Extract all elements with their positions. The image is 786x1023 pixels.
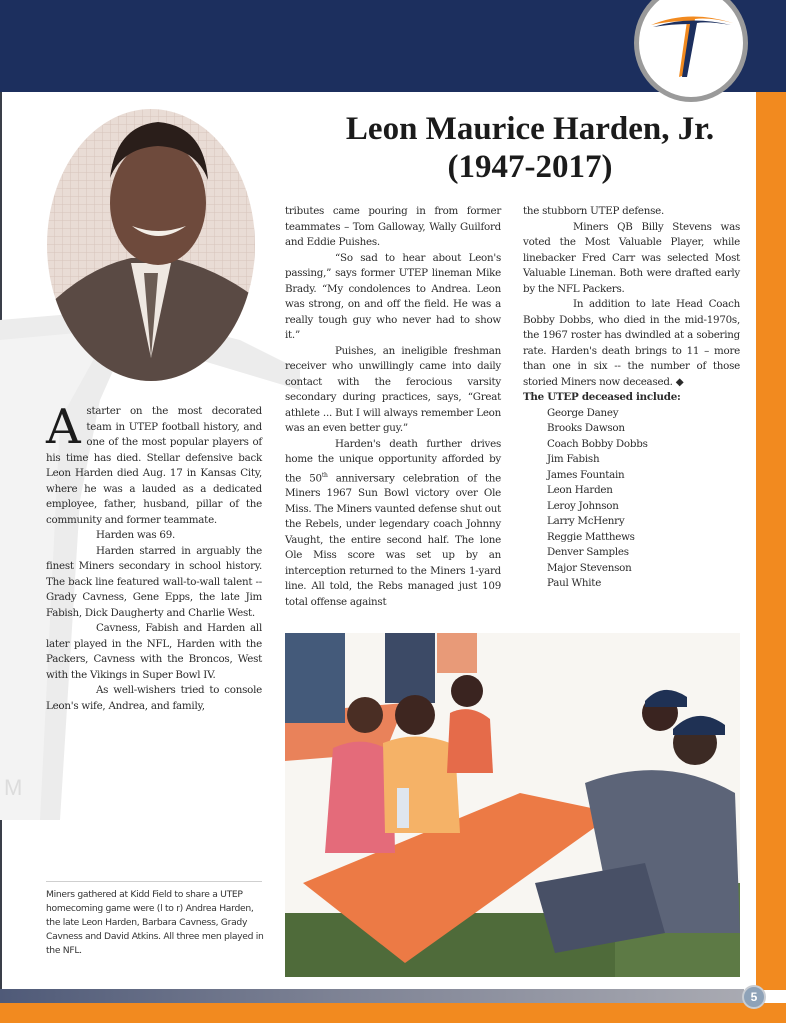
paragraph: Harden starred in arguably the finest Miners secondary in school history. The back line featured wall-to-wall talent -- Grady Cavness, Gene Epps, the late Jim Fabish, Dick Daugherty and Charlie West. (46, 544, 262, 619)
list-item: Paul White (547, 577, 602, 589)
paragraph: As well-wishers tried to console Leon's wife, Andrea, and family, (46, 684, 262, 712)
title-name: Leon Maurice Harden, Jr. (345, 111, 715, 147)
watermark-letter: M (4, 775, 23, 800)
article-title (310, 110, 750, 186)
list-item: Coach Bobby Dobbs (547, 437, 648, 450)
paragraph: Puishes, an ineligible freshman receiver who unwillingly came into daily contact with the ferocious varsity secondary during practices, says, “Great athlete ... But I will always remember Leon was an even better guy.” (285, 344, 501, 434)
paragraph-text: Harden's death further drives home the unique opportunity afforded by the 50 (285, 437, 501, 484)
list-item: Jim Fabish (547, 453, 600, 465)
deceased-list (547, 406, 740, 592)
pickaxe-icon (649, 7, 735, 83)
orange-side-bar (756, 92, 786, 990)
article-column-2 (285, 204, 501, 610)
paragraph: “So sad to hear about Leon's passing,” says former UTEP lineman Mike Brady. “My condolences to Andrea. Leon was strong, on and off the field. He was a really tough guy who never had to show it.” (285, 251, 501, 341)
list-item: Reggie Matthews (547, 530, 635, 543)
list-item: Leroy Johnson (547, 499, 619, 512)
paragraph-text: In addition to late Head Coach Bobby Dobbs, who died in the mid-1970s, the 1967 roster has dwindled at a sobering rate. Harden's death brings to 11 – more than one in six -- the number of those storied Miners now deceased. (523, 298, 740, 388)
paragraph (523, 297, 740, 390)
list-item: Brooks Dawson (547, 422, 625, 434)
list-item: Larry McHenry (547, 515, 625, 527)
list-item: Major Stevenson (547, 561, 632, 574)
leon-harden-portrait (46, 108, 256, 382)
superscript: th (321, 471, 328, 479)
photo-caption: Miners gathered at Kidd Field to share a UTEP homecoming game were (l to r) Andrea Harden, the late Leon Harden, Barbara Cavness, Grady Cavness and David Atkins. All three men played in the NFL. (46, 889, 264, 956)
list-item: Leon Harden (547, 484, 613, 496)
list-item: Denver Samples (547, 546, 629, 558)
article-column-3 (523, 204, 740, 592)
paragraph: tributes came pouring in from former teammates – Tom Galloway, Wally Guilford and Eddie Puishes. (285, 205, 501, 248)
end-mark-icon: ◆ (675, 375, 684, 388)
deceased-list-heading: The UTEP deceased include: (523, 391, 681, 403)
paragraph: Harden was 69. (96, 529, 176, 541)
footer-bar (0, 989, 744, 1003)
paragraph-text: anniversary celebration of the Miners 1967 Sun Bowl victory over Ole Miss. The Miners vaunted defense shut out the Rebels, under legendary coach Johnny Vaught, the entire second half. The lone Ole Miss score was set up by an interception returned to the Miners 1-yard line. All told, the Rebs managed just 109 total offense against (285, 471, 501, 608)
page-number-badge: 5 (742, 985, 766, 1009)
article-column-1 (46, 399, 262, 714)
paragraph: the stubborn UTEP defense. (523, 205, 665, 217)
orange-footer-band (0, 1003, 786, 1023)
list-item: James Fountain (547, 468, 625, 481)
title-years: (1947-2017) (447, 149, 613, 185)
list-item: George Daney (547, 406, 619, 419)
paragraph: Miners QB Billy Stevens was voted the Most Valuable Player, while linebacker Fred Carr was selected Most Valuable Lineman. Both were drafted early by the NFL Packers. (523, 220, 740, 295)
homecoming-group-photo (285, 633, 740, 977)
drop-cap: A (46, 399, 81, 455)
paragraph: Cavness, Fabish and Harden all later played in the NFL, Harden with the Packers, Cavness with the Broncos, West with the Vikings in Super Bowl IV. (46, 622, 262, 681)
caption-divider (46, 881, 262, 882)
paragraph: starter on the most decorated team in UTEP football history, and one of the most popular players of his time has died. Stellar defensive back Leon Harden died Aug. 17 in Kansas City, where he was a lauded as a dedicated employee, father, husband, pillar of the community and former teammate. (46, 405, 262, 526)
paragraph (285, 437, 501, 611)
